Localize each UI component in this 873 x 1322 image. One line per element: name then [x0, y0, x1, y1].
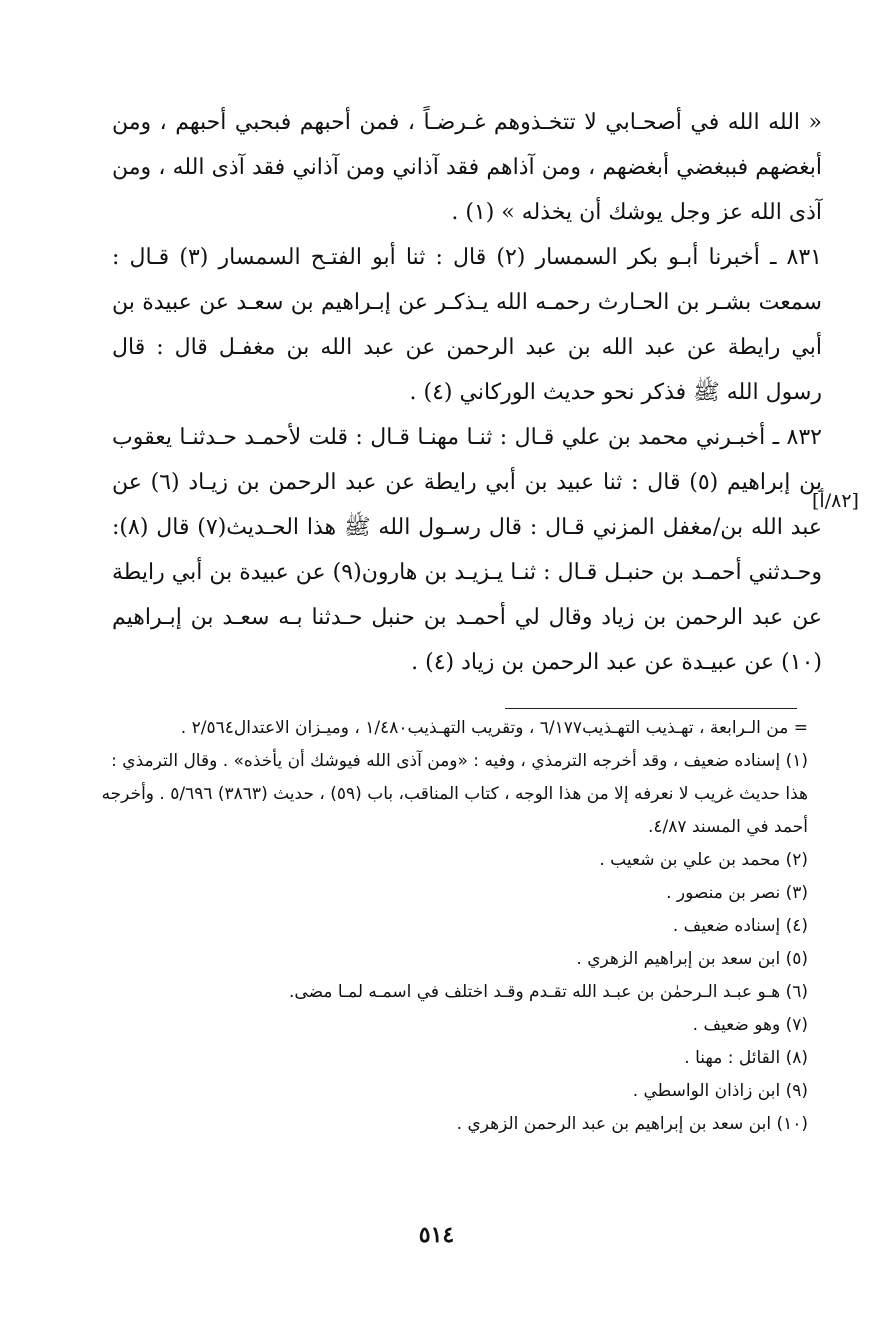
footnote-10: (١٠) ابن سعد بن إبراهيم بن عبد الرحمن الزهري . [456, 1114, 808, 1134]
footnote-4: (٤) إسناده ضعيف . [672, 916, 808, 936]
hadith-paragraph: « الله الله في أصحـابي لا تتخـذوهم غـرضـاً ، فمن أحبهم فبحبي أحبهم ، ومن أبغضهم فببغضي أبغضهم ، ومن آذاهم فقد آذاني ومن آذاني فقد آذى الله ، ومن آذى الله عز وجل يوشك أن يخذله » (١) . [112, 110, 822, 225]
entry-831: ٨٣١ ـ أخبرنا أبـو بكر السمسار (٢) قال : ثنا أبو الفتـح السمسار (٣) قـال : سمعت بشـر بن الحـارث رحمـه الله يـذكـر عن إبـراهيم بن سعـد عن عبيدة بن أبي رايطة عن عبد الله بن عبد الرحمن عن عبد الله بن مغفـل قال : قال رسول الله ﷺ فذكر نحو حديث الوركاني (٤) . [112, 245, 823, 405]
page-number: ٥١٤ [418, 1222, 455, 1248]
entry-832: ٨٣٢ ـ أخبـرني محمد بن علي قـال : ثنـا مهنـا قـال : قلت لأحمـد حـدثنـا يعقوب بن إبراهيم (٥) قال : ثنا عبيد بن أبي رايطة عن عبد الرحمن بن زيـاد (٦) عن عبد الله بن/مغفل المزني قـال : قال رسـول الله ﷺ هذا الحـديث(٧) قال (٨): وحـدثني أحمـد بن حنبـل قـال : ثنـا يـزيـد بن هارون(٩) عن عبيدة بن أبي رايطة عن عبد الرحمن بن زياد وقال لي أحمـد بن حنبل حـدثنا بـه سعـد بن إبـراهيم (١٠) عن عبيـدة عن عبد الرحمن بن زياد (٤) . [112, 425, 822, 675]
main-text [112, 100, 822, 685]
footnotes [100, 712, 808, 1141]
footnote-2: (٢) محمد بن علي بن شعيب . [599, 850, 808, 870]
footnote-8: (٨) القائل : مهنا . [684, 1048, 808, 1068]
footnote-9: (٩) ابن زاذان الواسطي . [632, 1081, 808, 1101]
footnote-divider [505, 708, 797, 709]
manuscript-folio-marker: [٨٢/أ] [812, 490, 859, 512]
footnote-6: (٦) هـو عبـد الـرحمٰن بن عبـد الله تقـدم وقـد اختلف في اسمـه لمـا مضى. [289, 982, 808, 1002]
footnote-5: (٥) ابن سعد بن إبراهيم الزهري . [576, 949, 808, 969]
footnote-continuation: = من الـرابعة ، تهـذيب التهـذيب٦/١٧٧ ، وتقريب التهـذيب١/٤٨٠ ، وميـزان الاعتدال٢/٥٦٤ . [180, 718, 808, 738]
footnote-1: (١) إسناده ضعيف ، وقد أخرجه الترمذي ، وفيه : «ومن آذى الله فيوشك أن يأخذه» . وقال الترمذي : هذا حديث غريب لا نعرفه إلا من هذا الوجه ، كتاب المناقب، باب (٥٩) ، حديث (٣٨٦٣) ٥/٦٩٦ . وأخرجه أحمد في المسند ٤/٨٧. [101, 751, 808, 837]
footnote-7: (٧) وهو ضعيف . [692, 1015, 808, 1035]
footnote-3: (٣) نصر بن منصور . [666, 883, 808, 903]
